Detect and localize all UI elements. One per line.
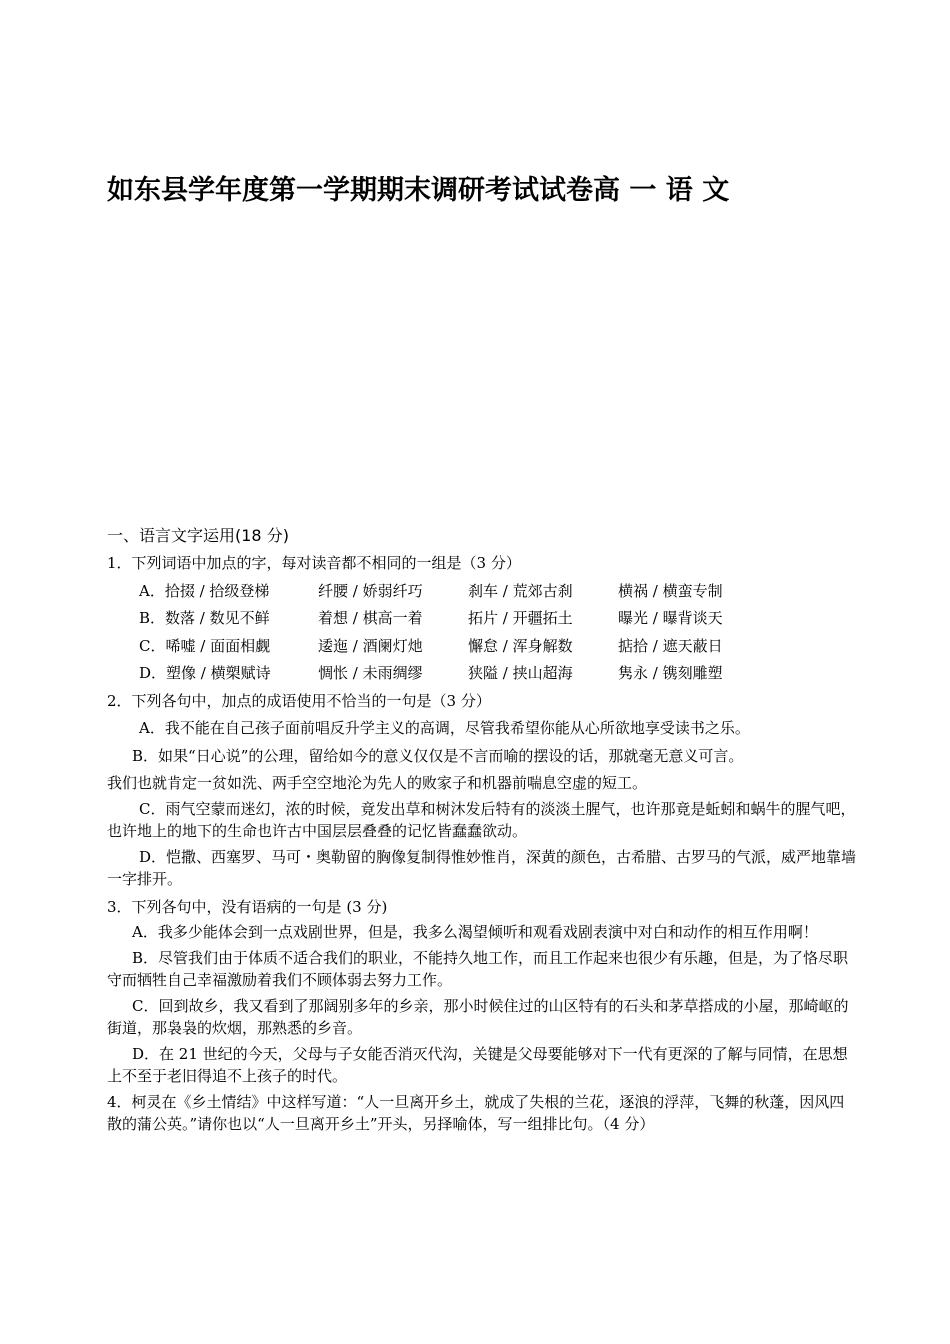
option-item: 唏嘘 / 面面相觑: [165, 636, 271, 655]
option-item: 拓片 / 开疆拓土: [468, 609, 573, 627]
option-item: 曝光 / 曝背谈天: [618, 609, 723, 627]
option-item: 横祸 / 横蛮专制: [618, 581, 723, 600]
q1-option-b: [107, 605, 857, 633]
exam-content: [107, 522, 857, 1139]
q3-option-d: D．在 21 世纪的今天，父母与子女能否消灭代沟，关键是父母要能够对下一代有更深的了解与同情，在思想上不至于老旧得追不上孩子的时代。: [107, 1045, 848, 1085]
exam-title: 如东县学年度第一学期期末调研考试试卷高 一 语 文: [107, 175, 730, 206]
option-label: C．: [139, 636, 166, 655]
option-item: 惆怅 / 未雨绸缪: [318, 664, 423, 682]
q3-option-a: A．我多少能体会到一点戏剧世界，但是，我多么渴望倾听和观看戏剧表演中对白和动作的相互作用啊！: [132, 923, 818, 941]
question-4: 4．柯灵在《乡土情结》中这样写道：“人一旦离开乡土，就成了失根的兰花，逐浪的浮萍，飞舞的秋蓬，因风四散的蒲公英。”请你也以“人一旦离开乡土”开头，另择喻体，写一组排比句。（4 分）: [107, 1093, 845, 1133]
option-cell: [139, 605, 318, 633]
q2-option-a: A．我不能在自己孩子面前唱反升学主义的高调，尽管我希望你能从心所欲地享受读书之乐。: [139, 719, 750, 737]
option-item: 塑像 / 横槊赋诗: [166, 664, 271, 682]
question-2-stem: 2．下列各句中，加点的成语使用不恰当的一句是（3 分）: [107, 691, 491, 710]
q1-option-d: [107, 660, 857, 688]
question-3-stem: 3．下列各句中，没有语病的一句是 (3 分): [107, 897, 388, 916]
q1-option-a: [107, 578, 857, 606]
option-cell: [139, 660, 318, 688]
q3-option-c: C．回到故乡，我又看到了那阔别多年的乡亲，那小时候住过的山区特有的石头和茅草搭成的小屋，那崎岖的街道，那袅袅的炊烟，那熟悉的乡音。: [107, 997, 849, 1037]
option-cell: [139, 578, 318, 606]
option-item: 着想 / 棋高一着: [318, 609, 423, 627]
section-heading: 一、语言文字运用(18 分): [107, 526, 289, 545]
option-item: 狭隘 / 挟山超海: [468, 664, 573, 682]
option-item: 刹车 / 荒郊古刹: [468, 581, 573, 600]
q3-option-b: B．尽管我们由于体质不适合我们的职业，不能持久地工作，而且工作起来也很少有乐趣，但是，为了恪尽职守而牺牲自己幸福激励着我们不顾体弱去努力工作。: [107, 949, 849, 989]
q2-option-c: C．雨气空蒙而迷幻，浓的时候，竟发出草和树沐发后特有的淡淡土腥气，也许那竟是蚯蚓和蜗牛的腥气吧，也许地上的地下的生命也许古中国层层叠叠的记忆皆蠢蠢欲动。: [107, 799, 856, 840]
q2-option-d: D．恺撒、西塞罗、马可・奥勒留的胸像复制得惟妙惟肖，深黄的颜色，古希腊、古罗马的气派，威严地靠墙一字排开。: [107, 847, 857, 888]
q1-option-c: [107, 633, 857, 661]
option-label: A．: [139, 581, 165, 600]
option-label: B．: [139, 609, 166, 627]
q2-option-b-continued: 我们也就肯定一贫如洗、两手空空地沦为先人的败家子和机器前喘息空虚的短工。: [107, 774, 648, 792]
option-item: 纤腰 / 娇弱纤巧: [318, 581, 423, 600]
option-label: D．: [139, 664, 167, 682]
option-item: 懈怠 / 浑身解数: [468, 636, 573, 655]
option-cell: [139, 633, 318, 661]
option-item: 逶迤 / 酒阑灯灺: [318, 636, 423, 655]
option-item: 隽永 / 镌刻雕塑: [618, 664, 723, 682]
option-item: 数落 / 数见不鲜: [165, 609, 270, 627]
option-item: 掂拾 / 遮天蔽日: [618, 636, 723, 655]
question-1-stem: 1．下列词语中加点的字，每对读音都不相同的一组是（3 分）: [107, 554, 521, 572]
q2-option-b: B．如果“日心说”的公理，留给如今的意义仅仅是不言而喻的摆设的话，那就毫无意义可言。: [132, 746, 744, 765]
option-item: 拾掇 / 拾级登梯: [164, 581, 270, 600]
